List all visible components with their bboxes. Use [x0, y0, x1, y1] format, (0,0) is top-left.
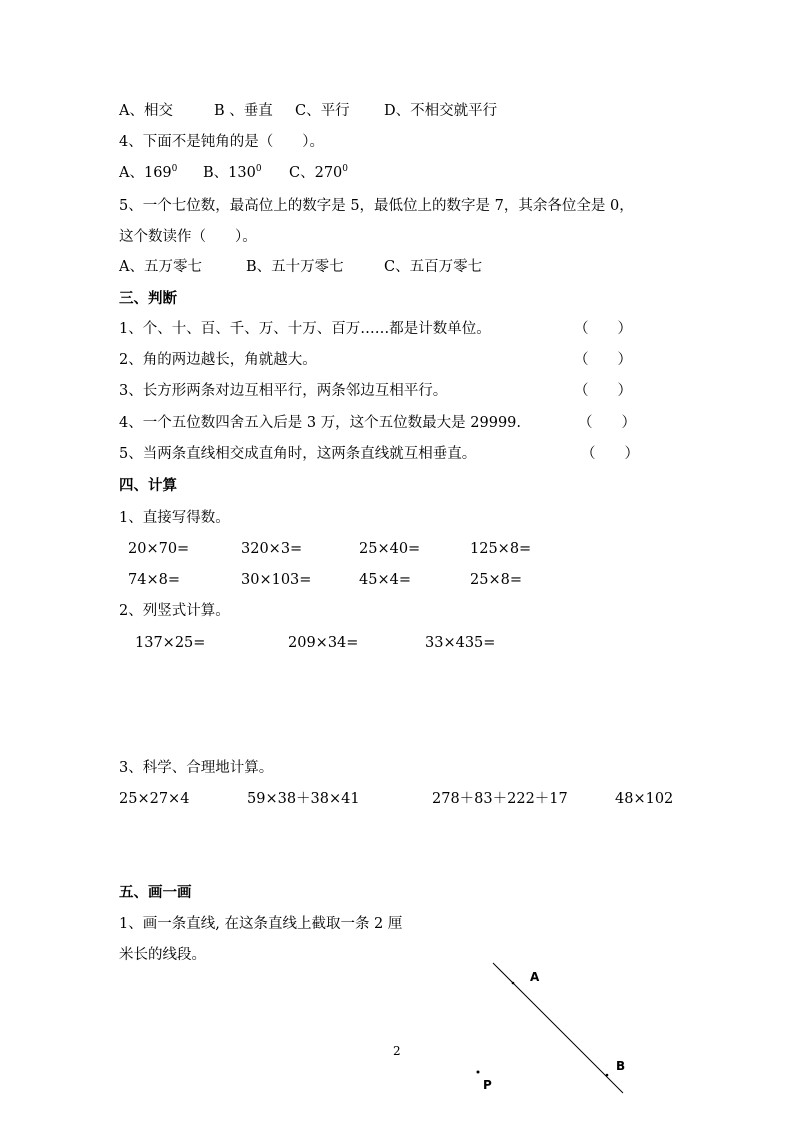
point-b-dot	[606, 1074, 609, 1077]
label-b: B	[616, 1059, 626, 1073]
q4-option-b: B、$130^0$	[203, 164, 262, 181]
q5-option-a: A、五万零七	[119, 259, 202, 275]
smart-2: 59×38＋38×41	[247, 791, 360, 807]
point-a-dot	[512, 982, 515, 985]
sub2-title: 2、列竖式计算。	[119, 603, 230, 619]
judge-item-5: 5、当两条直线相交成直角时，这两条直线就互相垂直。	[119, 446, 477, 462]
q3-option-d: D、不相交就平行	[384, 103, 498, 119]
q5-option-c: C、五百万零七	[384, 259, 483, 275]
calc-2-2: 30×103=	[241, 572, 312, 588]
q4-option-a: A、$169^0$	[119, 164, 178, 181]
calc-2-1: 74×8=	[128, 572, 180, 588]
judge-answer-4[interactable]: （ ）	[578, 415, 636, 431]
draw-q1-line2: 米长的线段。	[119, 947, 206, 963]
sub3-title: 3、科学、合理地计算。	[119, 760, 274, 776]
vertical-2: 209×34=	[288, 635, 359, 651]
q5-option-b: B、五十万零七	[246, 259, 344, 275]
calc-2-3: 45×4=	[359, 572, 411, 588]
calc-1-4: 125×8=	[470, 541, 532, 557]
smart-3: 278＋83＋222＋17	[432, 791, 568, 807]
point-p-dot	[477, 1071, 480, 1074]
judge-item-3: 3、长方形两条对边互相平行，两条邻边互相平行。	[119, 383, 448, 399]
label-p: P	[483, 1078, 492, 1092]
judge-item-2: 2、角的两边越长，角就越大。	[119, 352, 317, 368]
q3-option-c: C、平行	[295, 103, 350, 119]
q5-stem: 5、一个七位数，最高位上的数字是 5，最低位上的数字是 7，其余各位全是 0，	[119, 198, 634, 214]
section4-title: 四、计算	[119, 477, 177, 494]
judge-answer-5[interactable]: （ ）	[581, 446, 639, 462]
calc-1-2: 320×3=	[241, 541, 303, 557]
smart-1: 25×27×4	[119, 791, 190, 807]
q3-option-a: A、相交	[119, 103, 173, 119]
judge-item-4: 4、一个五位数四舍五入后是 3 万，这个五位数最大是 29999.	[119, 415, 522, 431]
judge-item-1: 1、个、十、百、千、万、十万、百万……都是计数单位。	[119, 321, 491, 337]
vertical-3: 33×435=	[425, 635, 496, 651]
q4-stem: 4、下面不是钝角的是（ ）。	[119, 134, 324, 150]
calc-1-1: 20×70=	[128, 541, 190, 557]
calc-2-4: 25×8=	[470, 572, 522, 588]
judge-answer-1[interactable]: （ ）	[574, 321, 632, 337]
vertical-1: 137×25=	[135, 635, 206, 651]
q5-stem-2: 这个数读作（ ）。	[119, 229, 257, 245]
q3-option-b: B 、垂直	[214, 103, 273, 119]
judge-answer-2[interactable]: （ ）	[574, 352, 632, 368]
section5-title: 五、画一画	[119, 884, 192, 901]
calc-1-3: 25×40=	[359, 541, 421, 557]
section3-title: 三、判断	[119, 290, 177, 307]
label-a: A	[530, 970, 540, 984]
sub1-title: 1、直接写得数。	[119, 510, 230, 526]
q4-option-c: C、$270^0$	[289, 164, 349, 181]
smart-4: 48×102	[615, 791, 674, 807]
judge-answer-3[interactable]: （ ）	[574, 383, 632, 399]
page-number: 2	[393, 1044, 401, 1058]
draw-q1-line1: 1、画一条直线, 在这条直线上截取一条 2 厘	[119, 916, 403, 932]
